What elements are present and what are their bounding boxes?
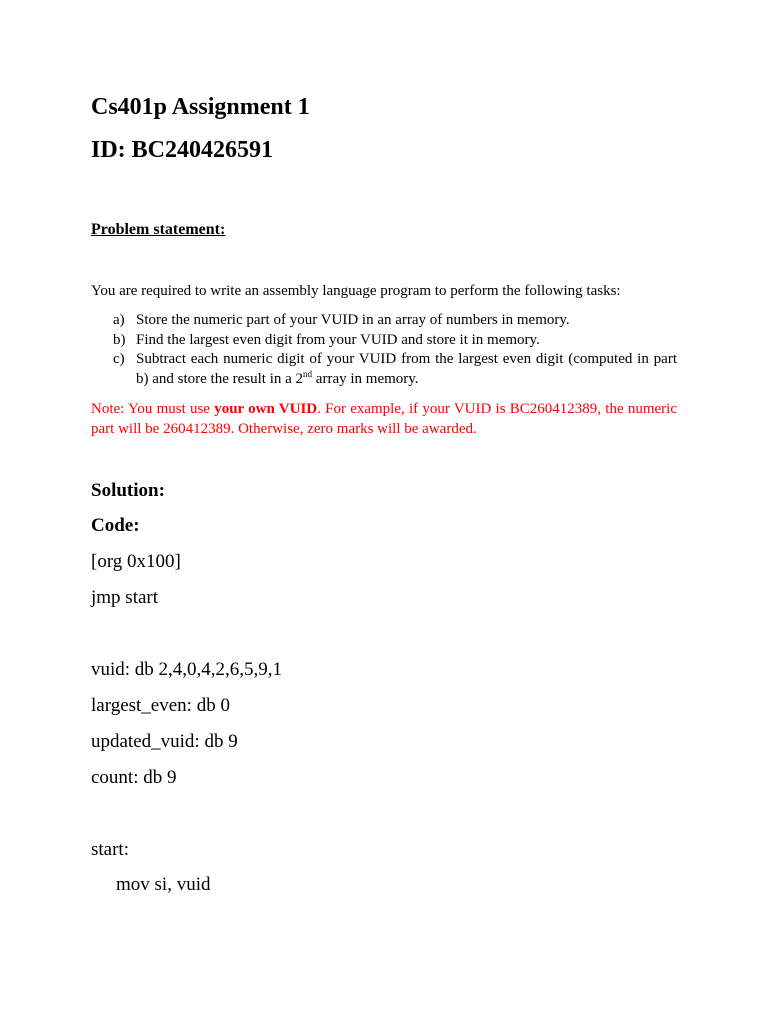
- task-marker: c): [113, 351, 125, 367]
- task-item-a: [91, 311, 677, 331]
- code-line: count: db 9: [91, 767, 177, 788]
- task-marker: a): [113, 312, 125, 328]
- problem-intro: You are required to write an assembly language program to perform the following tasks:: [91, 283, 621, 299]
- code-line: vuid: db 2,4,0,4,2,6,5,9,1: [91, 659, 283, 680]
- code-line: updated_vuid: db 9: [91, 731, 238, 752]
- task-text: Find the largest even digit from your VUID and store it in memory.: [136, 331, 540, 348]
- note-prefix: Note: You must use: [91, 401, 215, 417]
- task-item-b: [91, 331, 677, 351]
- note-suffix: . For example, if your VUID is BC260412389, the numeric part will be 260412389. Otherwise, zero marks will be awarded.: [91, 401, 677, 437]
- note-emphasis: your own VUID: [214, 401, 318, 417]
- code-line: largest_even: db 0: [91, 695, 230, 716]
- task-list: [91, 311, 677, 389]
- code-heading: Code:: [91, 515, 140, 536]
- task-item-c: [91, 350, 677, 389]
- code-line: start:: [91, 839, 129, 860]
- code-line: jmp start: [91, 587, 159, 608]
- code-line: [org 0x100]: [91, 551, 181, 572]
- task-text-end: array in memory.: [312, 370, 419, 387]
- problem-statement-heading: Problem statement:: [91, 221, 226, 238]
- note-warning: [91, 399, 677, 439]
- code-line: mov si, vuid: [116, 874, 211, 895]
- task-marker: b): [113, 331, 126, 348]
- task-text: Store the numeric part of your VUID in an array of numbers in memory.: [136, 312, 570, 328]
- assignment-title: Cs401p Assignment 1: [91, 94, 310, 120]
- student-id: ID: BC240426591: [91, 137, 274, 163]
- solution-heading: Solution:: [91, 480, 165, 501]
- task-text: Subtract each numeric digit of your VUID from the largest even digit (computed in part b) and store the result in a 2: [136, 351, 677, 387]
- ordinal-superscript: nd: [303, 368, 313, 379]
